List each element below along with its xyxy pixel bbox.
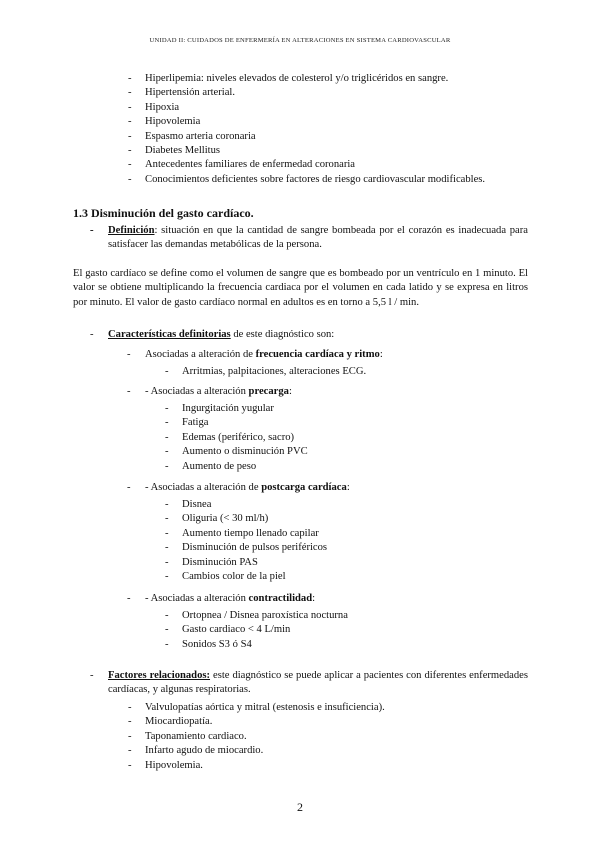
running-header: UNIDAD II: CUIDADOS DE ENFERMERÍA EN ALTERACIONES EN SISTEMA CARDIOVASCULAR <box>149 37 451 44</box>
list-item: - Infarto agudo de miocardio. <box>145 744 385 758</box>
group-list-precarga <box>182 402 308 474</box>
page-number: 2 <box>297 800 303 814</box>
bullet-dash: - <box>127 386 131 397</box>
group-list-contractilidad <box>182 609 348 652</box>
list-item: - Hipovolemia. <box>145 759 385 773</box>
list-item: - Disminución PAS <box>182 556 327 570</box>
definition-paragraph <box>108 224 528 253</box>
list-item: - Aumento o disminución PVC <box>182 445 308 459</box>
list-item: - Antecedentes familiares de enfermedad coronaria <box>145 158 485 172</box>
group-heading-postcarga: - Asociadas a alteración de postcarga cardíaca: <box>145 482 350 493</box>
list-item: - Hipoxia <box>145 101 485 115</box>
list-item: - Disminución de pulsos periféricos <box>182 541 327 555</box>
list-item: - Hipovolemia <box>145 115 485 129</box>
list-item: - Sonidos S3 ó S4 <box>182 638 348 652</box>
list-item: - Hiperlipemia: niveles elevados de colesterol y/o triglicéridos en sangre. <box>145 72 485 86</box>
bullet-dash: - <box>127 482 131 493</box>
group-heading-contractilidad: - Asociadas a alteración contractilidad: <box>145 593 316 604</box>
related-factors-label: Factores relacionados: <box>108 670 211 681</box>
definition-label: Definición <box>108 225 155 236</box>
characteristics-label: Características definitorias <box>108 329 231 340</box>
intro-paragraph: El gasto cardíaco se define como el volumen de sangre que es bombeado por un ventrículo en 1 minuto. El valor se obtiene multiplicando la frecuencia cardiaca por el volumen en cada latido y se expresa en litros por minuto. El valor de gasto cardíaco normal en adultos es en torno a 5,5 l / min. <box>73 268 528 308</box>
group-heading-frecuencia: Asociadas a alteración de frecuencia cardíaca y ritmo: <box>145 349 383 360</box>
definition-text: : situación en que la cantidad de sangre bombeada por el corazón es inadecuada para satisfacer las demandas metabólicas de la persona. <box>108 225 528 251</box>
bullet-dash: - <box>90 329 94 340</box>
group-list-frecuencia <box>182 365 366 379</box>
list-item: - Cambios color de la piel <box>182 570 327 584</box>
bullet-dash: - <box>127 349 131 360</box>
list-item: - Arritmias, palpitaciones, alteraciones ECG. <box>182 365 366 379</box>
related-factors-paragraph <box>108 669 528 698</box>
list-item: - Taponamiento cardiaco. <box>145 730 385 744</box>
list-item: - Disnea <box>182 498 327 512</box>
list-item: - Conocimientos deficientes sobre factores de riesgo cardiovascular modificables. <box>145 173 485 187</box>
bullet-dash: - <box>127 593 131 604</box>
characteristics-suffix: de este diagnóstico son: <box>230 329 335 340</box>
list-item: - Hipertensión arterial. <box>145 86 485 100</box>
list-item: - Aumento de peso <box>182 460 308 474</box>
list-item: - Oliguria (< 30 ml/h) <box>182 512 327 526</box>
characteristics-intro <box>108 328 334 342</box>
risk-factors-list <box>145 72 485 187</box>
list-item: - Ingurgitación yugular <box>182 402 308 416</box>
list-item: - Fatiga <box>182 416 308 430</box>
related-factors-list <box>145 701 385 773</box>
list-item: - Aumento tiempo llenado capilar <box>182 527 327 541</box>
list-item: - Ortopnea / Disnea paroxística nocturna <box>182 609 348 623</box>
list-item: - Diabetes Mellitus <box>145 144 485 158</box>
group-heading-precarga: - Asociadas a alteración precarga: <box>145 386 292 397</box>
bullet-dash: - <box>90 670 94 681</box>
list-item: - Gasto cardiaco < 4 L/min <box>182 623 348 637</box>
list-item: - Edemas (periférico, sacro) <box>182 431 308 445</box>
list-item: - Espasmo arteria coronaria <box>145 130 485 144</box>
list-item: - Miocardiopatía. <box>145 715 385 729</box>
related-factors-text: este diagnóstico se puede aplicar a pacientes con diferentes enfermedades cardíacas, y algunas respiratorias. <box>108 670 528 696</box>
list-item: - Valvulopatías aórtica y mitral (estenosis e insuficiencia). <box>145 701 385 715</box>
bullet-dash: - <box>90 225 94 236</box>
section-heading: 1.3 Disminución del gasto cardíaco. <box>73 206 254 220</box>
group-list-postcarga <box>182 498 327 584</box>
